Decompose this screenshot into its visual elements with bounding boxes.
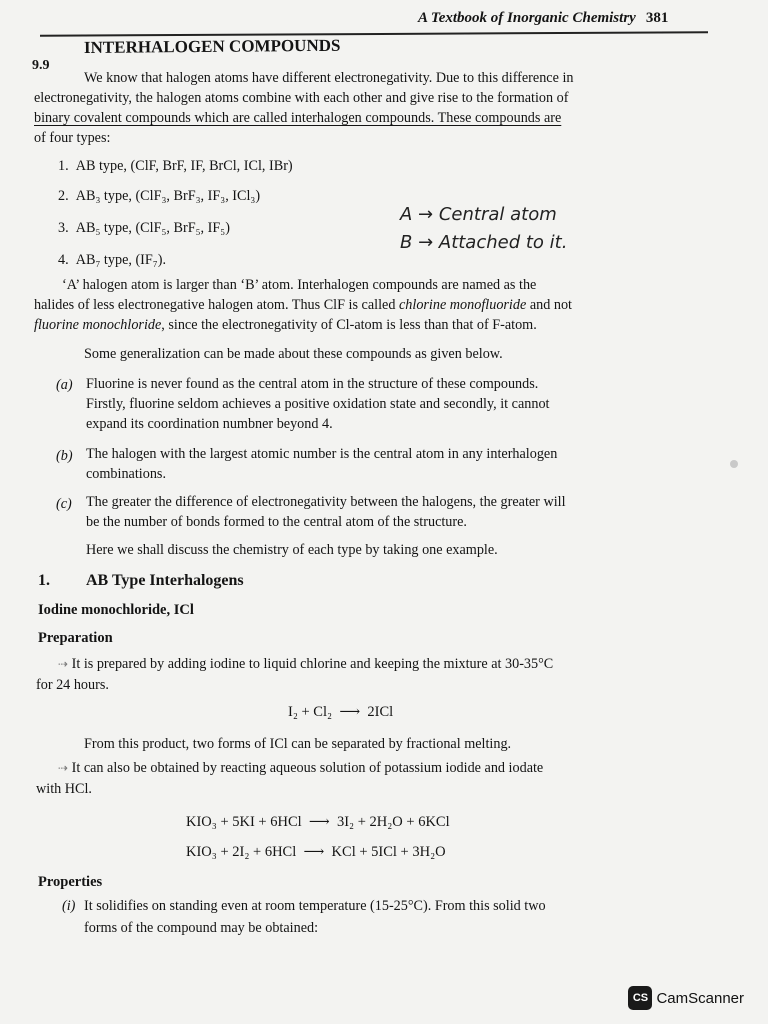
page-number: 381 <box>645 10 669 26</box>
handnote-b: B → Attached to it. <box>400 232 568 253</box>
point-a-label: (a) <box>56 377 73 393</box>
intro-line-2: electronegativity, the halogen atoms combine with each other and give rise to the formation of <box>34 90 569 106</box>
camscanner-logo-icon: CS <box>628 986 652 1010</box>
type-item-1: 1. AB type, (ClF, BrF, IF, BrCl, ICl, IBr) <box>58 158 293 174</box>
prep-line-1: ⇢ It is prepared by adding iodine to liquid chlorine and keeping the mixture at 30-35°C <box>58 656 554 672</box>
naming-line-3: fluorine monochloride, since the electronegativity of Cl-atom is less than that of F-atom. <box>34 317 537 333</box>
pen-arrow-mark-2: ⇢ <box>58 761 69 775</box>
property-line-2: forms of the compound may be obtained: <box>84 920 319 936</box>
discuss-text: Here we shall discuss the chemistry of each type by taking one example. <box>86 542 498 558</box>
preparation-heading: Preparation <box>38 630 113 646</box>
point-b-label: (b) <box>56 448 73 464</box>
prep-line-2: for 24 hours. <box>36 677 109 693</box>
section-title: INTERHALOGEN COMPOUNDS <box>83 35 341 57</box>
generalization-text: Some generalization can be made about these compounds as given below. <box>84 346 503 362</box>
type-item-4: 4. AB₇ type, (IF₇). <box>58 252 167 268</box>
prep-line-5: with HCl. <box>36 781 92 797</box>
subsection-title: AB Type Interhalogens <box>86 572 244 589</box>
equation-3: KIO₃ + 2I₂ + 6HCl ⟶ KCl + 5ICl + 3H₂O <box>186 844 446 860</box>
point-c-label: (c) <box>56 496 72 512</box>
running-header <box>418 10 668 27</box>
property-label: (i) <box>62 898 76 914</box>
equation-2: KIO₃ + 5KI + 6HCl ⟶ 3I₂ + 2H₂O + 6KCl <box>186 814 450 830</box>
point-c-line-1: The greater the difference of electronegativity between the halogens, the greater will <box>86 494 566 510</box>
naming-line-1: ‘A’ halogen atom is larger than ‘B’ atom. Interhalogen compounds are named as the <box>62 277 537 293</box>
property-line-1: It solidifies on standing even at room temperature (15-25°C). From this solid two <box>84 898 546 914</box>
equation-1: I₂ + Cl₂ ⟶ 2ICl <box>288 704 394 720</box>
intro-line-3: binary covalent compounds which are called interhalogen compounds. These compounds are <box>34 110 562 126</box>
type-item-2: 2. AB₃ type, (ClF₃, BrF₃, IF₃, ICl₃) <box>58 188 261 204</box>
prep-line-4: ⇢ It can also be obtained by reacting aqueous solution of potassium iodide and iodate <box>58 760 544 776</box>
pen-arrow-mark: ⇢ <box>58 657 69 671</box>
camscanner-watermark <box>628 986 744 1010</box>
compound-title: Iodine monochloride, ICl <box>38 602 194 618</box>
point-a-line-3: expand its coordination numbner beyond 4. <box>86 416 333 432</box>
watermark-text: CamScanner <box>656 989 744 1007</box>
header-rule <box>40 31 708 36</box>
point-b-line-2: combinations. <box>86 466 166 482</box>
scan-speck <box>730 460 738 468</box>
type-item-3: 3. AB₅ type, (ClF₅, BrF₅, IF₅) <box>58 220 230 236</box>
point-b-line-1: The halogen with the largest atomic number is the central atom in any interhalogen <box>86 446 558 462</box>
prep-line-3: From this product, two forms of ICl can be separated by fractional melting. <box>84 736 512 752</box>
intro-line-1: We know that halogen atoms have different electronegativity. Due to this difference in <box>84 70 574 86</box>
properties-heading: Properties <box>38 874 103 890</box>
book-title: A Textbook of Inorganic Chemistry <box>418 10 636 26</box>
point-a-line-1: Fluorine is never found as the central atom in the structure of these compounds. <box>86 376 539 392</box>
handnote-a: A → Central atom <box>400 204 557 225</box>
subsection-number: 1. <box>38 572 50 589</box>
intro-line-4: of four types: <box>34 130 111 146</box>
point-a-line-2: Firstly, fluorine seldom achieves a positive oxidation state and secondly, it cannot <box>86 396 550 412</box>
section-number: 9.9 <box>32 58 50 73</box>
point-c-line-2: be the number of bonds formed to the central atom of the structure. <box>86 514 467 530</box>
naming-line-2: halides of less electronegative halogen atom. Thus ClF is called chlorine monofluoride and not <box>34 297 572 313</box>
